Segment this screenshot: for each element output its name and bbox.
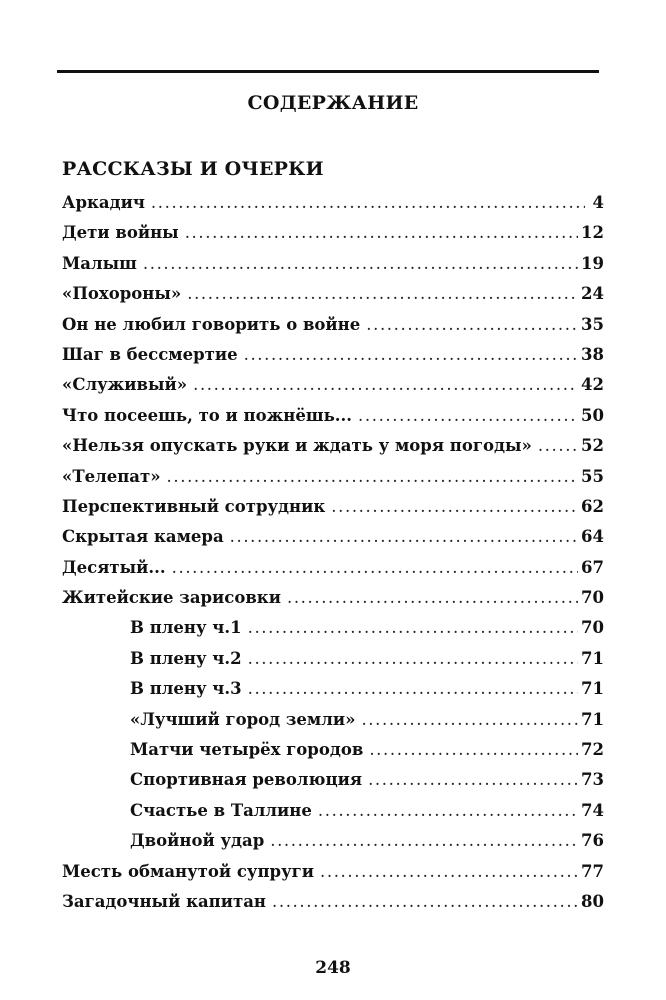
- toc-entry-page: 52: [581, 436, 604, 456]
- toc-entry-page: 76: [581, 831, 604, 851]
- toc-entry-title: Двойной удар: [130, 831, 265, 851]
- toc-entry-title: Шаг в бессмертие: [62, 344, 238, 364]
- dot-leader: [272, 887, 578, 917]
- toc-entry-title: Житейские зарисовки: [62, 588, 281, 608]
- toc-entry[interactable]: [0, 644, 666, 674]
- toc-entry-title: Спортивная революция: [130, 770, 363, 790]
- toc-entry-page: 64: [581, 527, 604, 547]
- dot-leader: [538, 431, 578, 461]
- toc-entry-title: Он не любил говорить о войне: [62, 314, 361, 334]
- toc-entry-title: Аркадич: [62, 193, 145, 212]
- dot-leader: [318, 796, 578, 826]
- toc-entry-page: 38: [581, 344, 604, 364]
- dot-leader: [143, 249, 578, 279]
- dot-leader: [287, 583, 578, 613]
- toc-entry-page: 50: [581, 405, 604, 425]
- toc-entry-page: 35: [581, 314, 604, 334]
- toc-entry-page: 71: [581, 648, 604, 668]
- table-of-contents: [0, 188, 666, 917]
- toc-entry-page: 62: [581, 496, 604, 516]
- toc-entry-title: Месть обманутой супруги: [62, 861, 314, 881]
- dot-leader: [185, 218, 578, 248]
- dot-leader: [248, 644, 578, 674]
- toc-entry[interactable]: [0, 431, 666, 461]
- toc-entry-title: «Лучший город земли»: [130, 709, 356, 729]
- toc-entry-title: Счастье в Таллине: [130, 800, 312, 820]
- toc-entry-page: 77: [581, 861, 604, 881]
- dot-leader: [172, 553, 578, 583]
- toc-entry-page: 4: [592, 193, 604, 212]
- toc-entry[interactable]: [0, 370, 666, 400]
- toc-entry-page: 42: [581, 375, 604, 395]
- toc-entry-title: В плену ч.1: [130, 618, 242, 638]
- toc-entry[interactable]: [0, 279, 666, 309]
- toc-entry[interactable]: [0, 857, 666, 887]
- toc-entry[interactable]: [0, 553, 666, 583]
- toc-entry-page: 80: [581, 891, 604, 911]
- toc-entry[interactable]: [0, 188, 666, 218]
- toc-entry-title: Матчи четырёх городов: [130, 740, 364, 760]
- toc-entry[interactable]: [0, 765, 666, 795]
- toc-entry-title: «Нельзя опускать руки и ждать у моря погоды»: [62, 436, 532, 456]
- toc-entry-page: 74: [581, 800, 604, 820]
- toc-entry[interactable]: [0, 249, 666, 279]
- toc-entry-page: 73: [581, 770, 604, 790]
- dot-leader: [368, 765, 578, 795]
- toc-entry-title: «Служивый»: [62, 375, 188, 395]
- dot-leader: [270, 826, 578, 856]
- toc-entry[interactable]: [0, 735, 666, 765]
- dot-leader: [248, 613, 578, 643]
- dot-leader: [193, 370, 578, 400]
- toc-entry-page: 19: [581, 253, 604, 273]
- toc-entry-title: Дети войны: [62, 223, 179, 243]
- toc-entry[interactable]: [0, 401, 666, 431]
- toc-entry-title: Десятый...: [62, 557, 166, 577]
- toc-entry[interactable]: [0, 583, 666, 613]
- toc-entry-title: Загадочный капитан: [62, 891, 266, 911]
- dot-leader: [331, 492, 578, 522]
- dot-leader: [369, 735, 578, 765]
- toc-entry-page: 70: [581, 588, 604, 608]
- toc-entry[interactable]: [0, 492, 666, 522]
- toc-entry[interactable]: [0, 705, 666, 735]
- dot-leader: [361, 705, 578, 735]
- toc-entry[interactable]: [0, 340, 666, 370]
- toc-entry-title: Скрытая камера: [62, 527, 224, 547]
- toc-entry-page: 24: [581, 284, 604, 304]
- toc-entry-page: 12: [581, 223, 604, 243]
- toc-entry-title: Малыш: [62, 253, 137, 273]
- dot-leader: [230, 522, 578, 552]
- toc-entry-page: 72: [581, 740, 604, 760]
- dot-leader: [248, 674, 578, 704]
- dot-leader: [366, 310, 578, 340]
- toc-entry-page: 55: [581, 466, 604, 486]
- toc-entry[interactable]: [0, 462, 666, 492]
- page-number: 248: [315, 958, 351, 978]
- dot-leader: [167, 462, 579, 492]
- dot-leader: [358, 401, 578, 431]
- toc-entry-title: В плену ч.2: [130, 648, 242, 668]
- toc-entry-title: Что посеешь, то и пожнёшь...: [62, 405, 353, 425]
- toc-entry-page: 71: [581, 679, 604, 699]
- toc-entry-page: 67: [581, 557, 604, 577]
- toc-entry-title: В плену ч.3: [130, 679, 242, 699]
- toc-entry[interactable]: [0, 796, 666, 826]
- toc-entry[interactable]: [0, 826, 666, 856]
- toc-entry-page: 70: [581, 618, 604, 638]
- toc-entry-page: 71: [581, 709, 604, 729]
- dot-leader: [187, 279, 578, 309]
- toc-entry[interactable]: [0, 674, 666, 704]
- toc-entry[interactable]: [0, 218, 666, 248]
- toc-entry-title: Перспективный сотрудник: [62, 496, 326, 516]
- toc-entry-title: «Похороны»: [62, 284, 182, 304]
- contents-title: СОДЕРЖАНИЕ: [247, 92, 419, 114]
- toc-entry-title: «Телепат»: [62, 466, 161, 486]
- dot-leader: [244, 340, 578, 370]
- dot-leader: [151, 188, 585, 218]
- toc-entry[interactable]: [0, 887, 666, 917]
- toc-entry[interactable]: [0, 310, 666, 340]
- toc-entry[interactable]: [0, 522, 666, 552]
- toc-entry[interactable]: [0, 613, 666, 643]
- section-title: РАССКАЗЫ И ОЧЕРКИ: [62, 158, 324, 180]
- dot-leader: [320, 857, 578, 887]
- header-rule: [57, 70, 599, 73]
